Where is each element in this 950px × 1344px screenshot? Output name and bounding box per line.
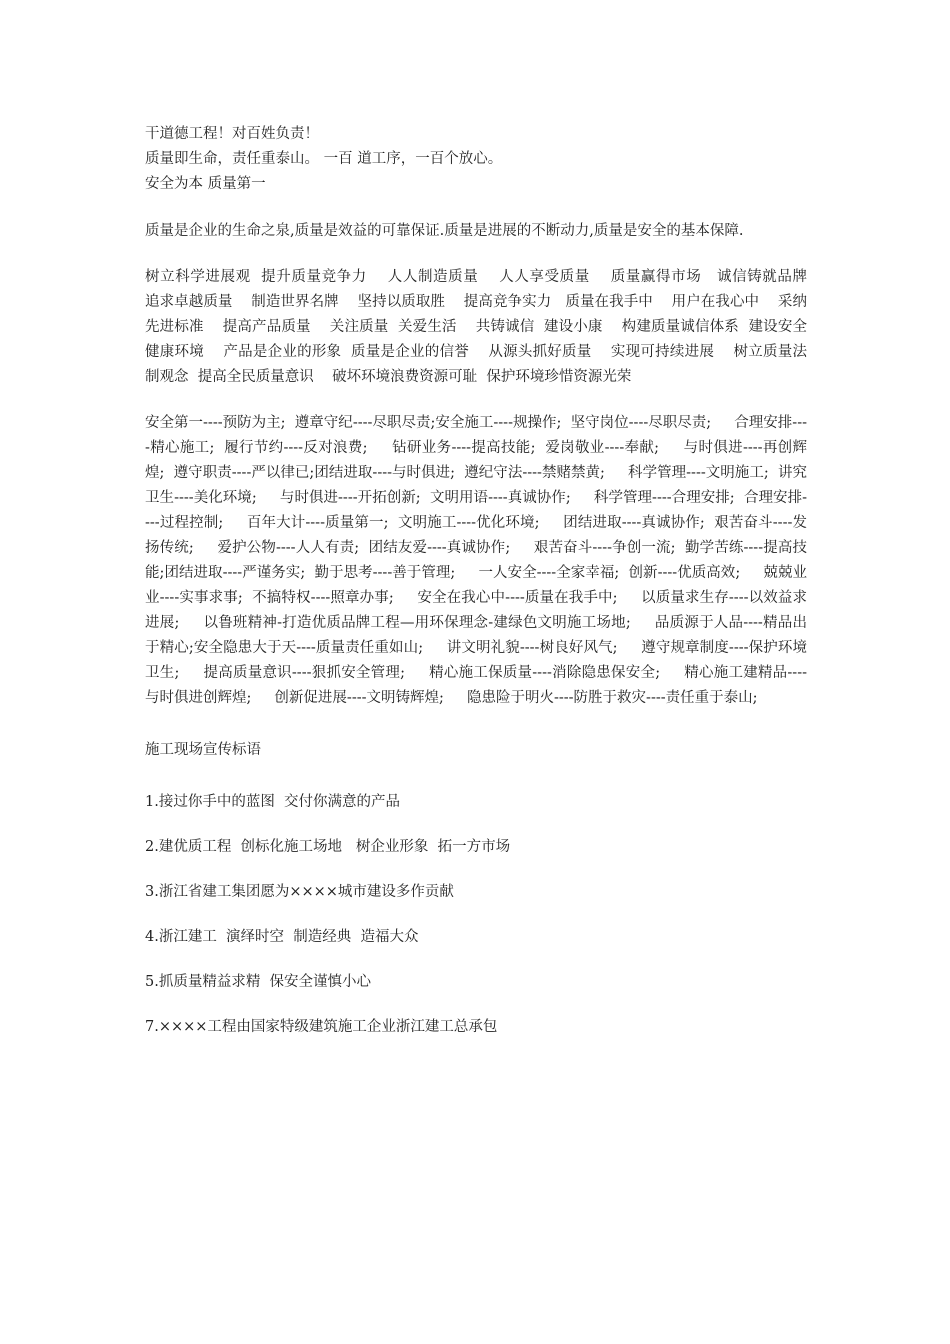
- numbered-list: [145, 790, 807, 1040]
- list-item: 1.接过你手中的蓝图 交付你满意的产品: [145, 794, 401, 810]
- spacer: [145, 711, 807, 738]
- list-item: 7.××××工程由国家特级建筑施工企业浙江建工总承包: [145, 1019, 498, 1035]
- list-item: 4.浙江建工 演绎时空 制造经典 造福大众: [145, 929, 419, 945]
- slogans-paragraph: 树立科学进展观 提升质量竞争力 人人制造质量 人人享受质量 质量赢得市场 诚信铸就品牌 追求卓越质量 制造世界名牌 坚持以质取胜 提高竞争实力 质量在我手中 用户在我心中 采纳先进标准 提高产品质量 关注质量 关爱生活 共铸诚信 建设小康 构建质量诚信体系 建设安全健康环境 产品是企业的形象 质量是企业的信誉 从源头抓好质量 实现可持续进展 树立质量法制观念 提高全民质量意识 破坏环境浪费资源可耻 保护环境珍惜资源光荣: [145, 269, 826, 385]
- document-page: [145, 122, 826, 1040]
- spacer: [145, 390, 807, 411]
- spacer: [145, 197, 807, 219]
- spacer: [145, 244, 807, 265]
- spacer: [145, 763, 807, 790]
- quality-paragraph: 质量是企业的生命之泉,质量是效益的可靠保证.质量是进展的不断动力,质量是安全的基本保障.: [145, 223, 744, 239]
- list-item: 2.建优质工程 创标化施工场地 树企业形象 拓一方市场: [145, 839, 511, 855]
- header-line-2: 质量即生命，责任重泰山。 一百 道工序，一百个放心。: [145, 151, 503, 167]
- safety-paragraph: 安全第一----预防为主; 遵章守纪----尽职尽责;安全施工----规操作; 坚守岗位----尽职尽责; 合理安排----精心施工; 履行节约----反对浪费; 钻研业务----提高技能; 爱岗敬业----奉献; 与时俱进----再创辉煌; 遵守职责----严以律已;团结进取----与时俱进; 遵纪守法----禁赌禁黄; 科学管理----文明施工; 讲究卫生----美化环境; 与时俱进----开拓创新; 文明用语----真诚协作; 科学管理----合理安排; 合理安排----过程控制; 百年大计----质量第一; 文明施工----优化环境; 团结进取----真诚协作; 艰苦奋斗----发扬传统; 爱护公物----人人有责; 团结友爱----真诚协作; 艰苦奋斗----争创一流; 勤学苦练----提高技能;团结进取----严谨务实; 勤于思考----善于管理; 一人安全----全家幸福; 创新----优质高效; 兢兢业业----实事求事; 不搞特权----照章办事; 安全在我心中----质量在我手中; 以质量求生存----以效益求进展; 以鲁班精神-打造优质品牌工程—用环保理念-建绿色文明施工场地; 品质源于人品----精品出于精心;安全隐患大于天----质量责任重如山; 讲文明礼貌----树良好风气; 遵守规章制度----保护环境卫生; 提高质量意识----狠抓安全管理; 精心施工保质量----消除隐患保安全; 精心施工建精品----与时俱进创辉煌; 创新促进展----文明铸辉煌; 隐患险于明火----防胜于救灾----责任重于泰山;: [145, 415, 807, 706]
- section-title: 施工现场宣传标语: [145, 742, 261, 758]
- header-line-3: 安全为本 质量第一: [145, 176, 266, 192]
- list-item: 5.抓质量精益求精 保安全谨慎小心: [145, 974, 372, 990]
- list-item: 3.浙江省建工集团愿为××××城市建设多作贡献: [145, 884, 454, 900]
- header-line-1: 干道德工程！对百姓负责！: [145, 126, 319, 142]
